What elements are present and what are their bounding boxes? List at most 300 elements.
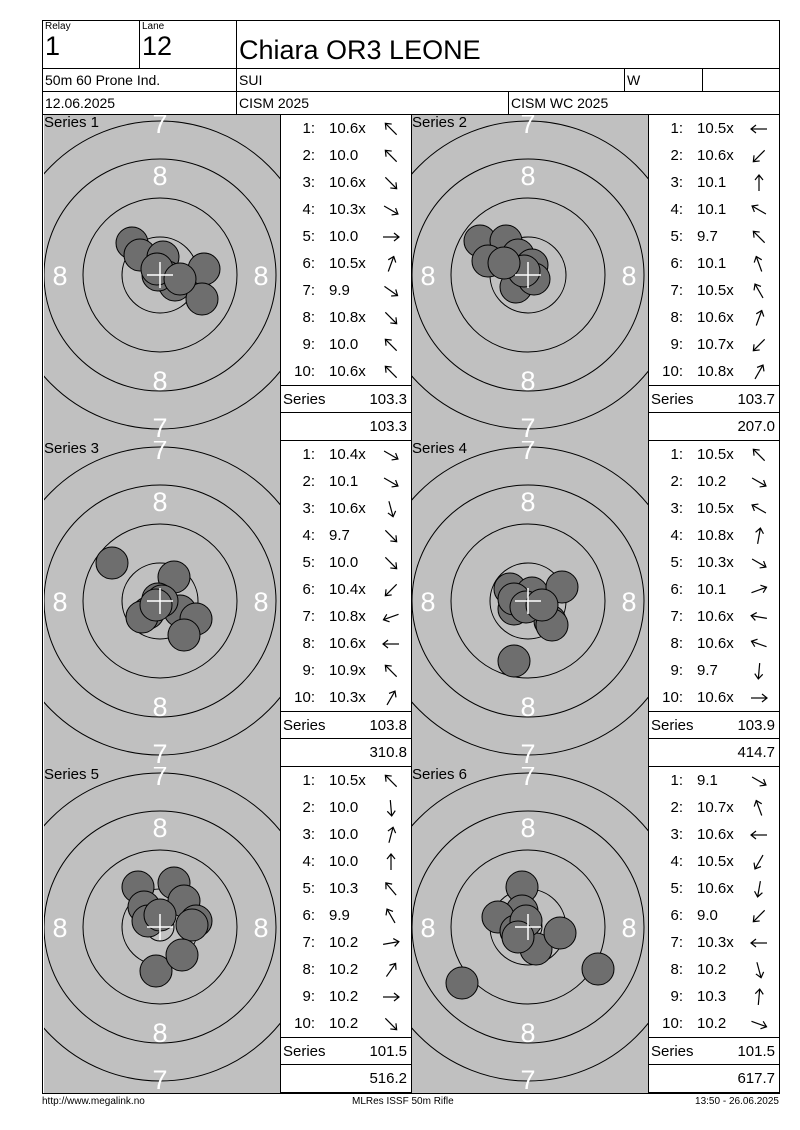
- shot-row: [281, 684, 413, 711]
- series-total-value: 103.3: [369, 391, 407, 408]
- shot-number: 4:: [670, 201, 683, 218]
- shot-row: [649, 358, 781, 385]
- shot-number: 8:: [302, 309, 315, 326]
- shot-list-series-4: [648, 441, 780, 767]
- shot-number: 2:: [302, 799, 315, 816]
- shot-score: 10.5x: [697, 446, 734, 463]
- shot-row: [281, 522, 413, 549]
- direction-arrow-icon: [379, 527, 403, 545]
- cumulative-row: [648, 1064, 780, 1093]
- direction-arrow-icon: [747, 174, 771, 192]
- shot-score: 10.4x: [329, 446, 366, 463]
- target-series-1: [44, 115, 280, 441]
- target-series-5: [44, 767, 280, 1093]
- shot-number: 7:: [670, 934, 683, 951]
- ring-number: 8: [520, 692, 536, 722]
- shot-number: 7:: [670, 608, 683, 625]
- shot-number: 3:: [670, 500, 683, 517]
- ring-number: 8: [520, 161, 536, 191]
- match: CISM WC 2025: [511, 95, 609, 111]
- ring-number: 7: [152, 767, 168, 791]
- shot-list-series-5: [280, 767, 412, 1093]
- series-total-value: 101.5: [737, 1043, 775, 1060]
- shot-row: [281, 331, 413, 358]
- direction-arrow-icon: [379, 228, 403, 246]
- relay-label: Relay: [45, 21, 71, 32]
- shot-number: 1:: [670, 120, 683, 137]
- shot-score: 10.8x: [697, 527, 734, 544]
- ring-number: 8: [420, 587, 436, 617]
- shot-hole: [164, 263, 196, 295]
- shot-hole: [544, 917, 576, 949]
- shot-row: [649, 875, 781, 902]
- shot-row: [649, 441, 781, 468]
- shot-row: [649, 576, 781, 603]
- shot-number: 9:: [302, 988, 315, 1005]
- direction-arrow-icon: [379, 201, 403, 219]
- direction-arrow-icon: [379, 880, 403, 898]
- direction-arrow-icon: [379, 662, 403, 680]
- shot-row: [649, 657, 781, 684]
- direction-arrow-icon: [379, 336, 403, 354]
- cumulative-total-value: 617.7: [737, 1070, 775, 1087]
- shot-row: [281, 468, 413, 495]
- shot-row: [649, 630, 781, 657]
- shot-score: 9.7: [329, 527, 350, 544]
- ring-number: 7: [520, 739, 536, 767]
- direction-arrow-icon: [379, 120, 403, 138]
- series-total-row: [280, 1037, 412, 1065]
- shot-score: 10.6x: [329, 174, 366, 191]
- series-total-row: [648, 1037, 780, 1065]
- ring-number: 7: [520, 767, 536, 791]
- shot-score: 10.3x: [329, 201, 366, 218]
- cumulative-row: [280, 1064, 412, 1093]
- direction-arrow-icon: [747, 934, 771, 952]
- shot-score: 10.6x: [697, 309, 734, 326]
- shot-row: [281, 358, 413, 385]
- event-box: [42, 68, 237, 92]
- shot-number: 6:: [302, 255, 315, 272]
- shot-row: [281, 657, 413, 684]
- direction-arrow-icon: [747, 772, 771, 790]
- cumulative-row: [648, 738, 780, 767]
- shot-number: 7:: [670, 282, 683, 299]
- shot-score: 10.9x: [329, 662, 366, 679]
- shot-score: 10.5x: [329, 772, 366, 789]
- ring-number: 8: [152, 692, 168, 722]
- direction-arrow-icon: [747, 907, 771, 925]
- series-title: Series 2: [412, 115, 468, 131]
- direction-arrow-icon: [747, 255, 771, 273]
- shot-hole: [446, 967, 478, 999]
- shot-list-series-2: [648, 115, 780, 441]
- shot-row: [649, 684, 781, 711]
- shot-row: [281, 115, 413, 142]
- ring-number: 8: [520, 366, 536, 396]
- shot-row: [649, 929, 781, 956]
- shot-number: 2:: [302, 473, 315, 490]
- direction-arrow-icon: [379, 255, 403, 273]
- shot-score: 10.6x: [697, 147, 734, 164]
- shot-row: [649, 767, 781, 794]
- shot-number: 6:: [670, 907, 683, 924]
- shot-number: 6:: [670, 581, 683, 598]
- direction-arrow-icon: [747, 826, 771, 844]
- shot-row: [281, 603, 413, 630]
- shot-score: 10.2: [697, 473, 727, 490]
- shot-number: 5:: [670, 228, 683, 245]
- direction-arrow-icon: [747, 363, 771, 381]
- target-series-4: [412, 441, 648, 767]
- shot-score: 10.3x: [329, 689, 366, 706]
- direction-arrow-icon: [379, 635, 403, 653]
- ring-number: 8: [520, 813, 536, 843]
- shot-score: 10.3x: [697, 554, 734, 571]
- relay-value: 1: [45, 31, 61, 61]
- ring-number: 7: [152, 413, 168, 441]
- series-title: Series 5: [44, 767, 100, 783]
- shot-row: [281, 630, 413, 657]
- shot-row: [649, 468, 781, 495]
- target-face: [412, 767, 648, 1093]
- ring-number: 8: [621, 261, 637, 291]
- shot-number: 5:: [670, 554, 683, 571]
- shot-number: 4:: [302, 853, 315, 870]
- ring-number: 8: [420, 261, 436, 291]
- direction-arrow-icon: [747, 473, 771, 491]
- direction-arrow-icon: [747, 1015, 771, 1033]
- series-total-row: [280, 711, 412, 739]
- cumulative-row: [280, 412, 412, 441]
- direction-arrow-icon: [379, 174, 403, 192]
- ring-number: 7: [152, 1065, 168, 1093]
- shot-score: 10.0: [329, 554, 359, 571]
- ring-number: 7: [520, 413, 536, 441]
- series-title: Series 4: [412, 441, 468, 457]
- shot-score: 10.6x: [329, 363, 366, 380]
- target-series-2: [412, 115, 648, 441]
- direction-arrow-icon: [747, 635, 771, 653]
- shot-score: 10.3x: [697, 934, 734, 951]
- shot-score: 9.0: [697, 907, 718, 924]
- ring-number: 8: [152, 366, 168, 396]
- shot-score: 10.1: [697, 255, 727, 272]
- date-box: [42, 91, 237, 115]
- target-series-6: [412, 767, 648, 1093]
- direction-arrow-icon: [379, 554, 403, 572]
- shot-number: 3:: [302, 826, 315, 843]
- shot-row: [649, 848, 781, 875]
- shot-score: 9.9: [329, 907, 350, 924]
- shot-score: 10.6x: [329, 120, 366, 137]
- shot-hole: [582, 953, 614, 985]
- ring-number: 7: [152, 441, 168, 465]
- direction-arrow-icon: [747, 201, 771, 219]
- shot-row: [281, 794, 413, 821]
- shot-number: 4:: [302, 527, 315, 544]
- shot-score: 10.0: [329, 228, 359, 245]
- shot-number: 1:: [302, 120, 315, 137]
- shot-row: [281, 929, 413, 956]
- target-face: [412, 115, 648, 441]
- ring-number: 8: [520, 1018, 536, 1048]
- direction-arrow-icon: [379, 608, 403, 626]
- direction-arrow-icon: [747, 147, 771, 165]
- series-total-label: Series: [651, 1043, 694, 1060]
- shot-row: [281, 196, 413, 223]
- shot-row: [281, 304, 413, 331]
- shot-row: [649, 603, 781, 630]
- shot-row: [649, 1010, 781, 1037]
- ring-number: 8: [621, 913, 637, 943]
- shot-row: [649, 495, 781, 522]
- shot-score: 10.5x: [329, 255, 366, 272]
- event-name: 50m 60 Prone Ind.: [45, 72, 161, 88]
- shot-row: [649, 331, 781, 358]
- shot-number: 5:: [302, 880, 315, 897]
- target-face: [44, 441, 280, 767]
- shot-hole: [166, 939, 198, 971]
- shot-score: 10.6x: [697, 880, 734, 897]
- shot-number: 1:: [670, 772, 683, 789]
- ring-number: 7: [152, 739, 168, 767]
- shot-score: 10.5x: [697, 500, 734, 517]
- ring-number: 8: [621, 587, 637, 617]
- ring-number: 8: [520, 487, 536, 517]
- ring-number: 8: [253, 913, 269, 943]
- direction-arrow-icon: [379, 907, 403, 925]
- direction-arrow-icon: [747, 336, 771, 354]
- shot-number: 4:: [670, 527, 683, 544]
- direction-arrow-icon: [379, 826, 403, 844]
- shot-number: 10:: [662, 363, 683, 380]
- shot-number: 5:: [302, 228, 315, 245]
- shot-row: [281, 169, 413, 196]
- series-total-value: 103.9: [737, 717, 775, 734]
- shot-score: 10.6x: [697, 635, 734, 652]
- athlete-box: [236, 20, 780, 69]
- shot-score: 10.2: [329, 1015, 359, 1032]
- relay-box: [42, 20, 140, 69]
- shot-row: [649, 277, 781, 304]
- shot-score: 10.0: [329, 799, 359, 816]
- shot-number: 10:: [294, 1015, 315, 1032]
- shot-score: 10.6x: [329, 635, 366, 652]
- shot-row: [649, 549, 781, 576]
- shot-row: [649, 223, 781, 250]
- series-title: Series 6: [412, 767, 468, 783]
- lane-value: 12: [142, 31, 173, 61]
- direction-arrow-icon: [379, 961, 403, 979]
- shot-hole: [168, 619, 200, 651]
- cumulative-total-value: 103.3: [369, 418, 407, 435]
- shot-score: 10.0: [329, 826, 359, 843]
- footer-url: http://www.megalink.no: [42, 1096, 145, 1107]
- shot-score: 10.2: [329, 988, 359, 1005]
- shot-number: 10:: [662, 1015, 683, 1032]
- direction-arrow-icon: [747, 228, 771, 246]
- shot-number: 6:: [302, 581, 315, 598]
- shot-score: 10.6x: [697, 826, 734, 843]
- direction-arrow-icon: [747, 799, 771, 817]
- shot-row: [281, 1010, 413, 1037]
- shot-number: 2:: [670, 799, 683, 816]
- direction-arrow-icon: [747, 500, 771, 518]
- direction-arrow-icon: [747, 120, 771, 138]
- shot-score: 10.7x: [697, 336, 734, 353]
- ring-number: 8: [52, 913, 68, 943]
- ring-number: 8: [52, 587, 68, 617]
- ring-number: 8: [420, 913, 436, 943]
- shot-number: 4:: [670, 853, 683, 870]
- shot-number: 1:: [302, 772, 315, 789]
- empty-box: [702, 68, 780, 92]
- ring-number: 8: [152, 161, 168, 191]
- footer-timestamp: 13:50 - 26.06.2025: [695, 1096, 779, 1107]
- shot-score: 10.2: [697, 961, 727, 978]
- shot-score: 10.5x: [697, 853, 734, 870]
- competition-box: [236, 91, 509, 115]
- direction-arrow-icon: [379, 1015, 403, 1033]
- shot-number: 1:: [670, 446, 683, 463]
- shot-row: [649, 794, 781, 821]
- shot-list-series-6: [648, 767, 780, 1093]
- shot-number: 7:: [302, 934, 315, 951]
- shot-hole: [526, 589, 558, 621]
- series-title: Series 3: [44, 441, 100, 457]
- nation: SUI: [239, 72, 263, 88]
- ring-number: 7: [520, 441, 536, 465]
- shot-row: [649, 902, 781, 929]
- shot-row: [281, 956, 413, 983]
- target-face: [412, 441, 648, 767]
- shot-hole: [140, 589, 172, 621]
- shot-score: 10.7x: [697, 799, 734, 816]
- series-total-label: Series: [283, 1043, 326, 1060]
- direction-arrow-icon: [379, 473, 403, 491]
- shot-number: 10:: [662, 689, 683, 706]
- direction-arrow-icon: [747, 527, 771, 545]
- cumulative-total-value: 310.8: [369, 744, 407, 761]
- shot-number: 2:: [670, 147, 683, 164]
- shot-row: [281, 848, 413, 875]
- ring-number: 8: [152, 813, 168, 843]
- direction-arrow-icon: [379, 581, 403, 599]
- shot-row: [281, 495, 413, 522]
- shot-hole: [96, 547, 128, 579]
- shot-number: 5:: [670, 880, 683, 897]
- shot-score: 10.4x: [329, 581, 366, 598]
- shot-score: 10.1: [697, 174, 727, 191]
- shot-number: 9:: [670, 336, 683, 353]
- direction-arrow-icon: [379, 282, 403, 300]
- shot-number: 8:: [670, 309, 683, 326]
- direction-arrow-icon: [379, 988, 403, 1006]
- shot-score: 9.1: [697, 772, 718, 789]
- direction-arrow-icon: [747, 961, 771, 979]
- ring-number: 7: [152, 115, 168, 139]
- shot-number: 1:: [302, 446, 315, 463]
- shot-score: 10.1: [329, 473, 359, 490]
- series-total-value: 101.5: [369, 1043, 407, 1060]
- shot-score: 9.9: [329, 282, 350, 299]
- direction-arrow-icon: [747, 554, 771, 572]
- gender: W: [627, 72, 641, 88]
- target-face: [44, 115, 280, 441]
- shot-number: 3:: [302, 174, 315, 191]
- direction-arrow-icon: [379, 799, 403, 817]
- shot-row: [649, 142, 781, 169]
- direction-arrow-icon: [747, 446, 771, 464]
- direction-arrow-icon: [747, 689, 771, 707]
- shot-row: [649, 304, 781, 331]
- cumulative-total-value: 516.2: [369, 1070, 407, 1087]
- shot-row: [649, 250, 781, 277]
- shot-score: 10.8x: [697, 363, 734, 380]
- shot-number: 8:: [302, 961, 315, 978]
- shot-score: 10.2: [329, 934, 359, 951]
- cumulative-row: [648, 412, 780, 441]
- gender-box: [624, 68, 703, 92]
- shot-number: 3:: [670, 826, 683, 843]
- shot-hole: [176, 909, 208, 941]
- date: 12.06.2025: [45, 95, 116, 111]
- shot-row: [281, 576, 413, 603]
- direction-arrow-icon: [379, 853, 403, 871]
- series-total-label: Series: [283, 391, 326, 408]
- match-box: [508, 91, 780, 115]
- ring-number: 7: [520, 1065, 536, 1093]
- shot-row: [281, 277, 413, 304]
- target-series-3: [44, 441, 280, 767]
- shot-hole: [488, 247, 520, 279]
- direction-arrow-icon: [747, 662, 771, 680]
- shot-score: 10.1: [697, 581, 727, 598]
- shot-row: [281, 549, 413, 576]
- footer-software: MLRes ISSF 50m Rifle: [352, 1096, 454, 1107]
- shot-number: 9:: [302, 662, 315, 679]
- shot-number: 9:: [670, 662, 683, 679]
- shot-list-series-3: [280, 441, 412, 767]
- shot-number: 9:: [302, 336, 315, 353]
- direction-arrow-icon: [379, 689, 403, 707]
- direction-arrow-icon: [747, 581, 771, 599]
- direction-arrow-icon: [747, 853, 771, 871]
- shot-row: [281, 821, 413, 848]
- shot-number: 10:: [294, 363, 315, 380]
- athlete-name: Chiara OR3 LEONE: [239, 35, 481, 65]
- direction-arrow-icon: [379, 446, 403, 464]
- shot-row: [281, 875, 413, 902]
- shot-score: 10.1: [697, 201, 727, 218]
- direction-arrow-icon: [379, 309, 403, 327]
- shot-list-series-1: [280, 115, 412, 441]
- shot-score: 10.5x: [697, 282, 734, 299]
- shot-number: 5:: [302, 554, 315, 571]
- shot-number: 2:: [670, 473, 683, 490]
- shot-score: 9.7: [697, 228, 718, 245]
- direction-arrow-icon: [747, 608, 771, 626]
- shot-score: 9.7: [697, 662, 718, 679]
- shot-number: 7:: [302, 282, 315, 299]
- shot-number: 3:: [670, 174, 683, 191]
- target-face: [44, 767, 280, 1093]
- nation-box: [236, 68, 625, 92]
- shot-row: [281, 767, 413, 794]
- ring-number: 8: [152, 487, 168, 517]
- series-total-label: Series: [651, 717, 694, 734]
